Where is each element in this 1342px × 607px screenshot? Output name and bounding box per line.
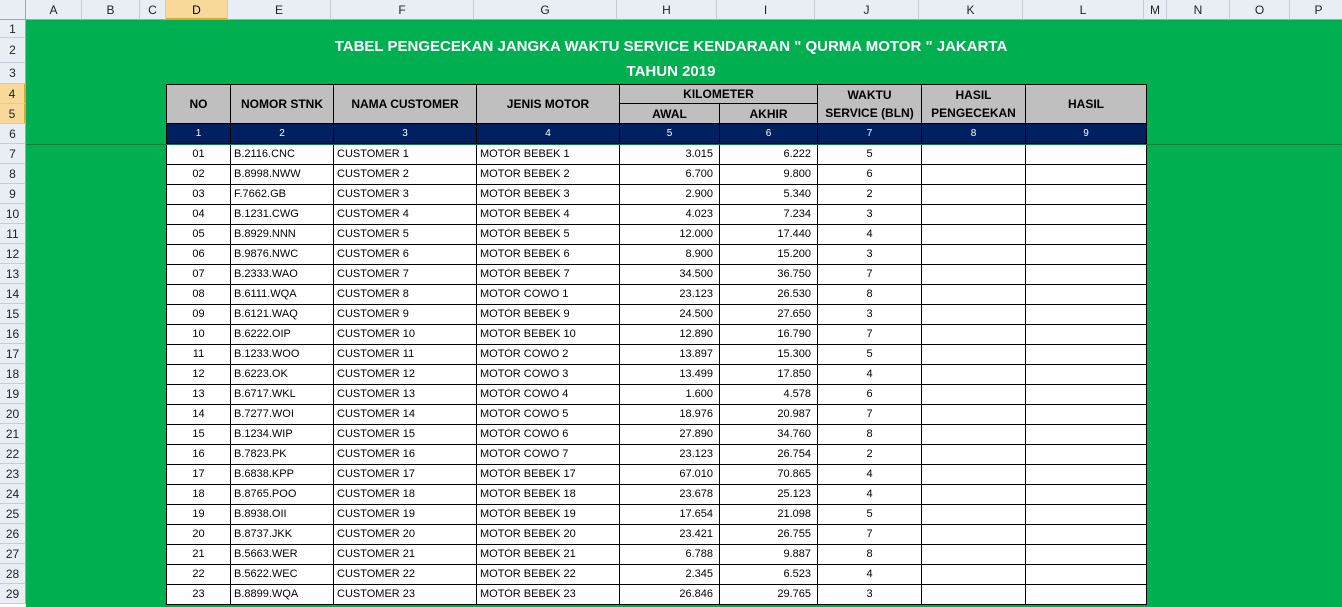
cell-nama-customer[interactable]: CUSTOMER 5	[334, 225, 477, 245]
cell-km-akhir[interactable]: 26.755	[720, 525, 818, 545]
cell-nama-customer[interactable]: CUSTOMER 1	[334, 145, 477, 165]
header-waktu-service[interactable]	[818, 84, 922, 124]
cell-jenis-motor[interactable]: MOTOR COWO 6	[477, 425, 620, 445]
cell-nama-customer[interactable]: CUSTOMER 7	[334, 265, 477, 285]
row-header-24[interactable]: 24	[0, 484, 26, 504]
cell-nama-customer[interactable]: CUSTOMER 17	[334, 465, 477, 485]
cell-nama-customer[interactable]: CUSTOMER 18	[334, 485, 477, 505]
column-number-8[interactable]: 8	[922, 124, 1026, 144]
cell-hasil[interactable]	[1026, 305, 1147, 325]
cell-nomor-stnk[interactable]: B.6121.WAQ	[231, 305, 334, 325]
cell-no[interactable]: 20	[166, 525, 231, 545]
cell-no[interactable]: 17	[166, 465, 231, 485]
column-header-m[interactable]: M	[1144, 0, 1167, 20]
cell-jenis-motor[interactable]: MOTOR BEBEK 18	[477, 485, 620, 505]
cell-hasil[interactable]	[1026, 425, 1147, 445]
cell-waktu-service[interactable]: 5	[818, 145, 922, 165]
row-header-16[interactable]: 16	[0, 324, 26, 344]
cell-waktu-service[interactable]: 7	[818, 525, 922, 545]
cell-jenis-motor[interactable]: MOTOR BEBEK 17	[477, 465, 620, 485]
row-header-12[interactable]: 12	[0, 244, 26, 264]
cell-no[interactable]: 11	[166, 345, 231, 365]
column-number-7[interactable]: 7	[818, 124, 922, 144]
row-header-22[interactable]: 22	[0, 444, 26, 464]
cell-no[interactable]: 23	[166, 585, 231, 605]
header-akhir[interactable]: AKHIR	[720, 104, 818, 124]
cell-hasil[interactable]	[1026, 165, 1147, 185]
cell-nama-customer[interactable]: CUSTOMER 3	[334, 185, 477, 205]
cell-no[interactable]: 07	[166, 265, 231, 285]
row-header-10[interactable]: 10	[0, 204, 26, 224]
cell-no[interactable]: 18	[166, 485, 231, 505]
cell-km-awal[interactable]: 23.123	[620, 445, 720, 465]
cell-km-akhir[interactable]: 70.865	[720, 465, 818, 485]
cell-km-akhir[interactable]: 27.650	[720, 305, 818, 325]
cell-km-awal[interactable]: 23.123	[620, 285, 720, 305]
cell-hasil-pengecekan[interactable]	[922, 145, 1026, 165]
cell-nama-customer[interactable]: CUSTOMER 22	[334, 565, 477, 585]
cell-jenis-motor[interactable]: MOTOR BEBEK 20	[477, 525, 620, 545]
cell-km-akhir[interactable]: 25.123	[720, 485, 818, 505]
cell-jenis-motor[interactable]: MOTOR BEBEK 4	[477, 205, 620, 225]
cell-no[interactable]: 04	[166, 205, 231, 225]
cell-km-akhir[interactable]: 15.200	[720, 245, 818, 265]
cell-no[interactable]: 01	[166, 145, 231, 165]
cell-waktu-service[interactable]: 3	[818, 205, 922, 225]
cell-nomor-stnk[interactable]: B.8938.OII	[231, 505, 334, 525]
cell-jenis-motor[interactable]: MOTOR BEBEK 6	[477, 245, 620, 265]
cell-no[interactable]: 22	[166, 565, 231, 585]
row-header-17[interactable]: 17	[0, 344, 26, 364]
cell-nama-customer[interactable]: CUSTOMER 12	[334, 365, 477, 385]
cell-hasil-pengecekan[interactable]	[922, 445, 1026, 465]
column-number-2[interactable]: 2	[231, 124, 334, 144]
cell-no[interactable]: 06	[166, 245, 231, 265]
column-number-3[interactable]: 3	[334, 124, 477, 144]
row-header-5[interactable]: 5	[0, 104, 26, 124]
row-header-18[interactable]: 18	[0, 364, 26, 384]
cell-waktu-service[interactable]: 6	[818, 385, 922, 405]
cell-jenis-motor[interactable]: MOTOR COWO 2	[477, 345, 620, 365]
header-nomor-stnk[interactable]: NOMOR STNK	[231, 84, 334, 124]
cell-waktu-service[interactable]: 3	[818, 585, 922, 605]
cell-km-akhir[interactable]: 36.750	[720, 265, 818, 285]
header-kilometer[interactable]: KILOMETER	[620, 84, 818, 104]
cell-no[interactable]: 03	[166, 185, 231, 205]
row-header-23[interactable]: 23	[0, 464, 26, 484]
cell-waktu-service[interactable]: 7	[818, 325, 922, 345]
column-header-h[interactable]: H	[617, 0, 717, 20]
cell-nomor-stnk[interactable]: B.1234.WIP	[231, 425, 334, 445]
column-number-5[interactable]: 5	[620, 124, 720, 144]
column-header-p[interactable]: P	[1290, 0, 1342, 20]
header-waktu-line1: WAKTU	[847, 88, 892, 102]
cell-waktu-service[interactable]: 2	[818, 445, 922, 465]
cell-hasil-pengecekan[interactable]	[922, 165, 1026, 185]
cell-nama-customer[interactable]: CUSTOMER 16	[334, 445, 477, 465]
header-jenis-motor[interactable]: JENIS MOTOR	[477, 84, 620, 124]
row-header-15[interactable]: 15	[0, 304, 26, 324]
header-hasil-pengecekan[interactable]	[922, 84, 1026, 124]
cell-nama-customer[interactable]: CUSTOMER 19	[334, 505, 477, 525]
cell-hasil-pengecekan[interactable]	[922, 545, 1026, 565]
cell-km-awal[interactable]: 3.015	[620, 145, 720, 165]
cell-hasil-pengecekan[interactable]	[922, 365, 1026, 385]
cell-waktu-service[interactable]: 8	[818, 425, 922, 445]
cell-nomor-stnk[interactable]: B.6838.KPP	[231, 465, 334, 485]
header-waktu-line2: SERVICE (BLN)	[825, 106, 914, 120]
cell-hasil-pengecekan[interactable]	[922, 185, 1026, 205]
cell-km-awal[interactable]: 4.023	[620, 205, 720, 225]
cell-hasil[interactable]	[1026, 225, 1147, 245]
cell-jenis-motor[interactable]: MOTOR BEBEK 23	[477, 585, 620, 605]
column-header-e[interactable]: E	[228, 0, 331, 20]
cell-hasil-pengecekan[interactable]	[922, 265, 1026, 285]
cell-km-awal[interactable]: 13.499	[620, 365, 720, 385]
cell-waktu-service[interactable]: 4	[818, 225, 922, 245]
row-header-4[interactable]: 4	[0, 84, 26, 104]
cell-hasil-pengecekan[interactable]	[922, 425, 1026, 445]
cell-waktu-service[interactable]: 4	[818, 565, 922, 585]
cell-nama-customer[interactable]: CUSTOMER 14	[334, 405, 477, 425]
cell-hasil[interactable]	[1026, 525, 1147, 545]
cell-nama-customer[interactable]: CUSTOMER 6	[334, 245, 477, 265]
cell-no[interactable]: 08	[166, 285, 231, 305]
cell-no[interactable]: 19	[166, 505, 231, 525]
cell-no[interactable]: 02	[166, 165, 231, 185]
column-number-9[interactable]: 9	[1026, 124, 1147, 144]
sheet-subtitle: TAHUN 2019	[626, 63, 716, 80]
header-no[interactable]: NO	[166, 84, 231, 124]
cell-km-akhir[interactable]: 6.222	[720, 145, 818, 165]
header-nama-customer[interactable]: NAMA CUSTOMER	[334, 84, 477, 124]
cell-hasil-pengecekan[interactable]	[922, 465, 1026, 485]
cell-km-awal[interactable]: 1.600	[620, 385, 720, 405]
cell-nama-customer[interactable]: CUSTOMER 23	[334, 585, 477, 605]
cell-nomor-stnk[interactable]: B.7277.WOI	[231, 405, 334, 425]
cell-km-awal[interactable]: 23.678	[620, 485, 720, 505]
cell-jenis-motor[interactable]: MOTOR BEBEK 22	[477, 565, 620, 585]
row-header-6[interactable]: 6	[0, 124, 26, 144]
cell-hasil[interactable]	[1026, 445, 1147, 465]
cell-no[interactable]: 05	[166, 225, 231, 245]
cell-nomor-stnk[interactable]: B.8929.NNN	[231, 225, 334, 245]
cell-hasil-pengecekan[interactable]	[922, 525, 1026, 545]
cell-no[interactable]: 09	[166, 305, 231, 325]
column-number-4[interactable]: 4	[477, 124, 620, 144]
cell-nomor-stnk[interactable]: B.1233.WOO	[231, 345, 334, 365]
cell-km-awal[interactable]: 6.788	[620, 545, 720, 565]
cell-hasil[interactable]	[1026, 405, 1147, 425]
cell-nama-customer[interactable]: CUSTOMER 8	[334, 285, 477, 305]
cell-hasil-pengecekan[interactable]	[922, 225, 1026, 245]
column-header-c[interactable]: C	[140, 0, 166, 20]
cell-nomor-stnk[interactable]: B.8737.JKK	[231, 525, 334, 545]
cell-jenis-motor[interactable]: MOTOR COWO 4	[477, 385, 620, 405]
cell-jenis-motor[interactable]: MOTOR BEBEK 10	[477, 325, 620, 345]
header-hasil[interactable]: HASIL	[1026, 84, 1147, 124]
cell-waktu-service[interactable]: 8	[818, 545, 922, 565]
cell-nama-customer[interactable]: CUSTOMER 21	[334, 545, 477, 565]
cell-nama-customer[interactable]: CUSTOMER 13	[334, 385, 477, 405]
row-header-28[interactable]: 28	[0, 564, 26, 584]
cell-waktu-service[interactable]: 5	[818, 345, 922, 365]
cell-nama-customer[interactable]: CUSTOMER 2	[334, 165, 477, 185]
cell-km-awal[interactable]: 23.421	[620, 525, 720, 545]
column-number-6[interactable]: 6	[720, 124, 818, 144]
row-header-20[interactable]: 20	[0, 404, 26, 424]
cell-km-akhir[interactable]: 5.340	[720, 185, 818, 205]
cell-hasil-pengecekan[interactable]	[922, 385, 1026, 405]
cell-waktu-service[interactable]: 7	[818, 265, 922, 285]
cell-km-awal[interactable]: 18.976	[620, 405, 720, 425]
cell-km-akhir[interactable]: 4.578	[720, 385, 818, 405]
cell-no[interactable]: 12	[166, 365, 231, 385]
cell-no[interactable]: 15	[166, 425, 231, 445]
cell-nomor-stnk[interactable]: B.7823.PK	[231, 445, 334, 465]
cell-km-awal[interactable]: 17.654	[620, 505, 720, 525]
cell-nama-customer[interactable]: CUSTOMER 11	[334, 345, 477, 365]
cell-nama-customer[interactable]: CUSTOMER 9	[334, 305, 477, 325]
cell-nomor-stnk[interactable]: B.5663.WER	[231, 545, 334, 565]
cell-nomor-stnk[interactable]: F.7662.GB	[231, 185, 334, 205]
cell-no[interactable]: 13	[166, 385, 231, 405]
cell-km-akhir[interactable]: 34.760	[720, 425, 818, 445]
cell-nomor-stnk[interactable]: B.2333.WAO	[231, 265, 334, 285]
header-hasil-line2: PENGECEKAN	[931, 106, 1016, 120]
cell-hasil[interactable]	[1026, 145, 1147, 165]
row-header-21[interactable]: 21	[0, 424, 26, 444]
row-header-25[interactable]: 25	[0, 504, 26, 524]
cell-waktu-service[interactable]: 3	[818, 245, 922, 265]
cell-hasil-pengecekan[interactable]	[922, 205, 1026, 225]
cell-km-awal[interactable]: 27.890	[620, 425, 720, 445]
cell-waktu-service[interactable]: 2	[818, 185, 922, 205]
cell-hasil[interactable]	[1026, 385, 1147, 405]
cell-nomor-stnk[interactable]: B.5622.WEC	[231, 565, 334, 585]
header-awal[interactable]: AWAL	[620, 104, 720, 124]
cell-hasil[interactable]	[1026, 265, 1147, 285]
cell-nomor-stnk[interactable]: B.6223.OK	[231, 365, 334, 385]
row-header-3[interactable]: 3	[0, 63, 26, 84]
cell-no[interactable]: 10	[166, 325, 231, 345]
cell-no[interactable]: 21	[166, 545, 231, 565]
cell-km-akhir[interactable]: 16.790	[720, 325, 818, 345]
cell-nama-customer[interactable]: CUSTOMER 4	[334, 205, 477, 225]
cell-hasil-pengecekan[interactable]	[922, 585, 1026, 605]
cell-km-awal[interactable]: 24.500	[620, 305, 720, 325]
column-header-n[interactable]: N	[1167, 0, 1230, 20]
cell-km-akhir[interactable]: 20.987	[720, 405, 818, 425]
row-header-13[interactable]: 13	[0, 264, 26, 284]
cell-km-akhir[interactable]: 17.850	[720, 365, 818, 385]
cell-km-awal[interactable]: 67.010	[620, 465, 720, 485]
cell-km-akhir[interactable]: 9.887	[720, 545, 818, 565]
cell-hasil-pengecekan[interactable]	[922, 485, 1026, 505]
cell-km-akhir[interactable]: 9.800	[720, 165, 818, 185]
cell-km-awal[interactable]: 12.000	[620, 225, 720, 245]
cell-km-akhir[interactable]: 21.098	[720, 505, 818, 525]
row-header-9[interactable]: 9	[0, 184, 26, 204]
cell-nomor-stnk[interactable]: B.8765.POO	[231, 485, 334, 505]
cell-hasil[interactable]	[1026, 325, 1147, 345]
column-number-1[interactable]: 1	[166, 124, 231, 144]
cell-nama-customer[interactable]: CUSTOMER 15	[334, 425, 477, 445]
cell-km-akhir[interactable]: 29.765	[720, 585, 818, 605]
cell-hasil[interactable]	[1026, 585, 1147, 605]
cell-hasil-pengecekan[interactable]	[922, 245, 1026, 265]
cell-nomor-stnk[interactable]: B.9876.NWC	[231, 245, 334, 265]
cell-nama-customer[interactable]: CUSTOMER 10	[334, 325, 477, 345]
cell-waktu-service[interactable]: 4	[818, 365, 922, 385]
cell-hasil[interactable]	[1026, 245, 1147, 265]
cell-waktu-service[interactable]: 4	[818, 465, 922, 485]
sheet-title: TABEL PENGECEKAN JANGKA WAKTU SERVICE KENDARAAN " QURMA MOTOR " JAKARTA	[334, 38, 1008, 55]
cell-nomor-stnk[interactable]: B.8899.WQA	[231, 585, 334, 605]
header-hasil-line1: HASIL	[955, 88, 992, 102]
cell-hasil-pengecekan[interactable]	[922, 285, 1026, 305]
row-header-29[interactable]: 29	[0, 584, 26, 604]
row-header-27[interactable]: 27	[0, 544, 26, 564]
cell-hasil-pengecekan[interactable]	[922, 565, 1026, 585]
cell-nama-customer[interactable]: CUSTOMER 20	[334, 525, 477, 545]
row-header-19[interactable]: 19	[0, 384, 26, 404]
cell-km-akhir[interactable]: 6.523	[720, 565, 818, 585]
cell-km-awal[interactable]: 6.700	[620, 165, 720, 185]
cell-hasil[interactable]	[1026, 485, 1147, 505]
cell-nomor-stnk[interactable]: B.2116.CNC	[231, 145, 334, 165]
row-header-11[interactable]: 11	[0, 224, 26, 244]
cell-hasil[interactable]	[1026, 565, 1147, 585]
cell-waktu-service[interactable]: 5	[818, 505, 922, 525]
cell-jenis-motor[interactable]: MOTOR BEBEK 1	[477, 145, 620, 165]
cell-km-awal[interactable]: 34.500	[620, 265, 720, 285]
cell-km-akhir[interactable]: 26.530	[720, 285, 818, 305]
cell-km-awal[interactable]: 2.345	[620, 565, 720, 585]
cell-waktu-service[interactable]: 6	[818, 165, 922, 185]
cell-jenis-motor[interactable]: MOTOR BEBEK 7	[477, 265, 620, 285]
cell-jenis-motor[interactable]: MOTOR BEBEK 19	[477, 505, 620, 525]
cell-hasil[interactable]	[1026, 345, 1147, 365]
column-header-a[interactable]: A	[26, 0, 82, 20]
cell-hasil[interactable]	[1026, 185, 1147, 205]
cell-nomor-stnk[interactable]: B.6111.WQA	[231, 285, 334, 305]
row-header-8[interactable]: 8	[0, 164, 26, 184]
cell-jenis-motor[interactable]: MOTOR COWO 5	[477, 405, 620, 425]
column-header-k[interactable]: K	[919, 0, 1023, 20]
cell-nomor-stnk[interactable]: B.6717.WKL	[231, 385, 334, 405]
cell-jenis-motor[interactable]: MOTOR COWO 7	[477, 445, 620, 465]
cell-km-akhir[interactable]: 15.300	[720, 345, 818, 365]
cell-km-akhir[interactable]: 26.754	[720, 445, 818, 465]
column-header-l[interactable]: L	[1023, 0, 1144, 20]
row-header-26[interactable]: 26	[0, 524, 26, 544]
cell-nomor-stnk[interactable]: B.1231.CWG	[231, 205, 334, 225]
cell-nomor-stnk[interactable]: B.8998.NWW	[231, 165, 334, 185]
cell-jenis-motor[interactable]: MOTOR BEBEK 21	[477, 545, 620, 565]
cell-nomor-stnk[interactable]: B.6222.OIP	[231, 325, 334, 345]
cell-jenis-motor[interactable]: MOTOR COWO 1	[477, 285, 620, 305]
cell-km-awal[interactable]: 8.900	[620, 245, 720, 265]
column-header-g[interactable]: G	[474, 0, 617, 20]
row-header-2[interactable]: 2	[0, 38, 26, 63]
cell-hasil-pengecekan[interactable]	[922, 305, 1026, 325]
cell-waktu-service[interactable]: 3	[818, 305, 922, 325]
column-header-d[interactable]: D	[166, 0, 228, 20]
cell-km-awal[interactable]: 26.846	[620, 585, 720, 605]
cell-hasil[interactable]	[1026, 545, 1147, 565]
cell-waktu-service[interactable]: 7	[818, 405, 922, 425]
cell-jenis-motor[interactable]: MOTOR BEBEK 5	[477, 225, 620, 245]
cell-jenis-motor[interactable]: MOTOR COWO 3	[477, 365, 620, 385]
cell-hasil[interactable]	[1026, 505, 1147, 525]
cell-hasil[interactable]	[1026, 285, 1147, 305]
cell-hasil-pengecekan[interactable]	[922, 325, 1026, 345]
cell-jenis-motor[interactable]: MOTOR BEBEK 9	[477, 305, 620, 325]
cell-hasil-pengecekan[interactable]	[922, 405, 1026, 425]
cell-hasil-pengecekan[interactable]	[922, 345, 1026, 365]
row-header-1[interactable]: 1	[0, 20, 26, 38]
cell-km-awal[interactable]: 12.890	[620, 325, 720, 345]
select-all-corner[interactable]	[0, 0, 26, 20]
cell-km-awal[interactable]: 13.897	[620, 345, 720, 365]
cell-km-akhir[interactable]: 17.440	[720, 225, 818, 245]
row-header-14[interactable]: 14	[0, 284, 26, 304]
cell-jenis-motor[interactable]: MOTOR BEBEK 3	[477, 185, 620, 205]
column-header-b[interactable]: B	[82, 0, 140, 20]
cell-km-awal[interactable]: 2.900	[620, 185, 720, 205]
column-header-i[interactable]: I	[717, 0, 815, 20]
cell-jenis-motor[interactable]: MOTOR BEBEK 2	[477, 165, 620, 185]
cell-hasil-pengecekan[interactable]	[922, 505, 1026, 525]
cell-km-akhir[interactable]: 7.234	[720, 205, 818, 225]
cell-hasil[interactable]	[1026, 205, 1147, 225]
cell-hasil[interactable]	[1026, 365, 1147, 385]
cell-no[interactable]: 16	[166, 445, 231, 465]
row-header-7[interactable]: 7	[0, 144, 26, 164]
column-header-j[interactable]: J	[815, 0, 919, 20]
cell-waktu-service[interactable]: 8	[818, 285, 922, 305]
column-header-o[interactable]: O	[1230, 0, 1290, 20]
cell-hasil[interactable]	[1026, 465, 1147, 485]
column-header-f[interactable]: F	[331, 0, 474, 20]
cell-no[interactable]: 14	[166, 405, 231, 425]
cell-waktu-service[interactable]: 4	[818, 485, 922, 505]
